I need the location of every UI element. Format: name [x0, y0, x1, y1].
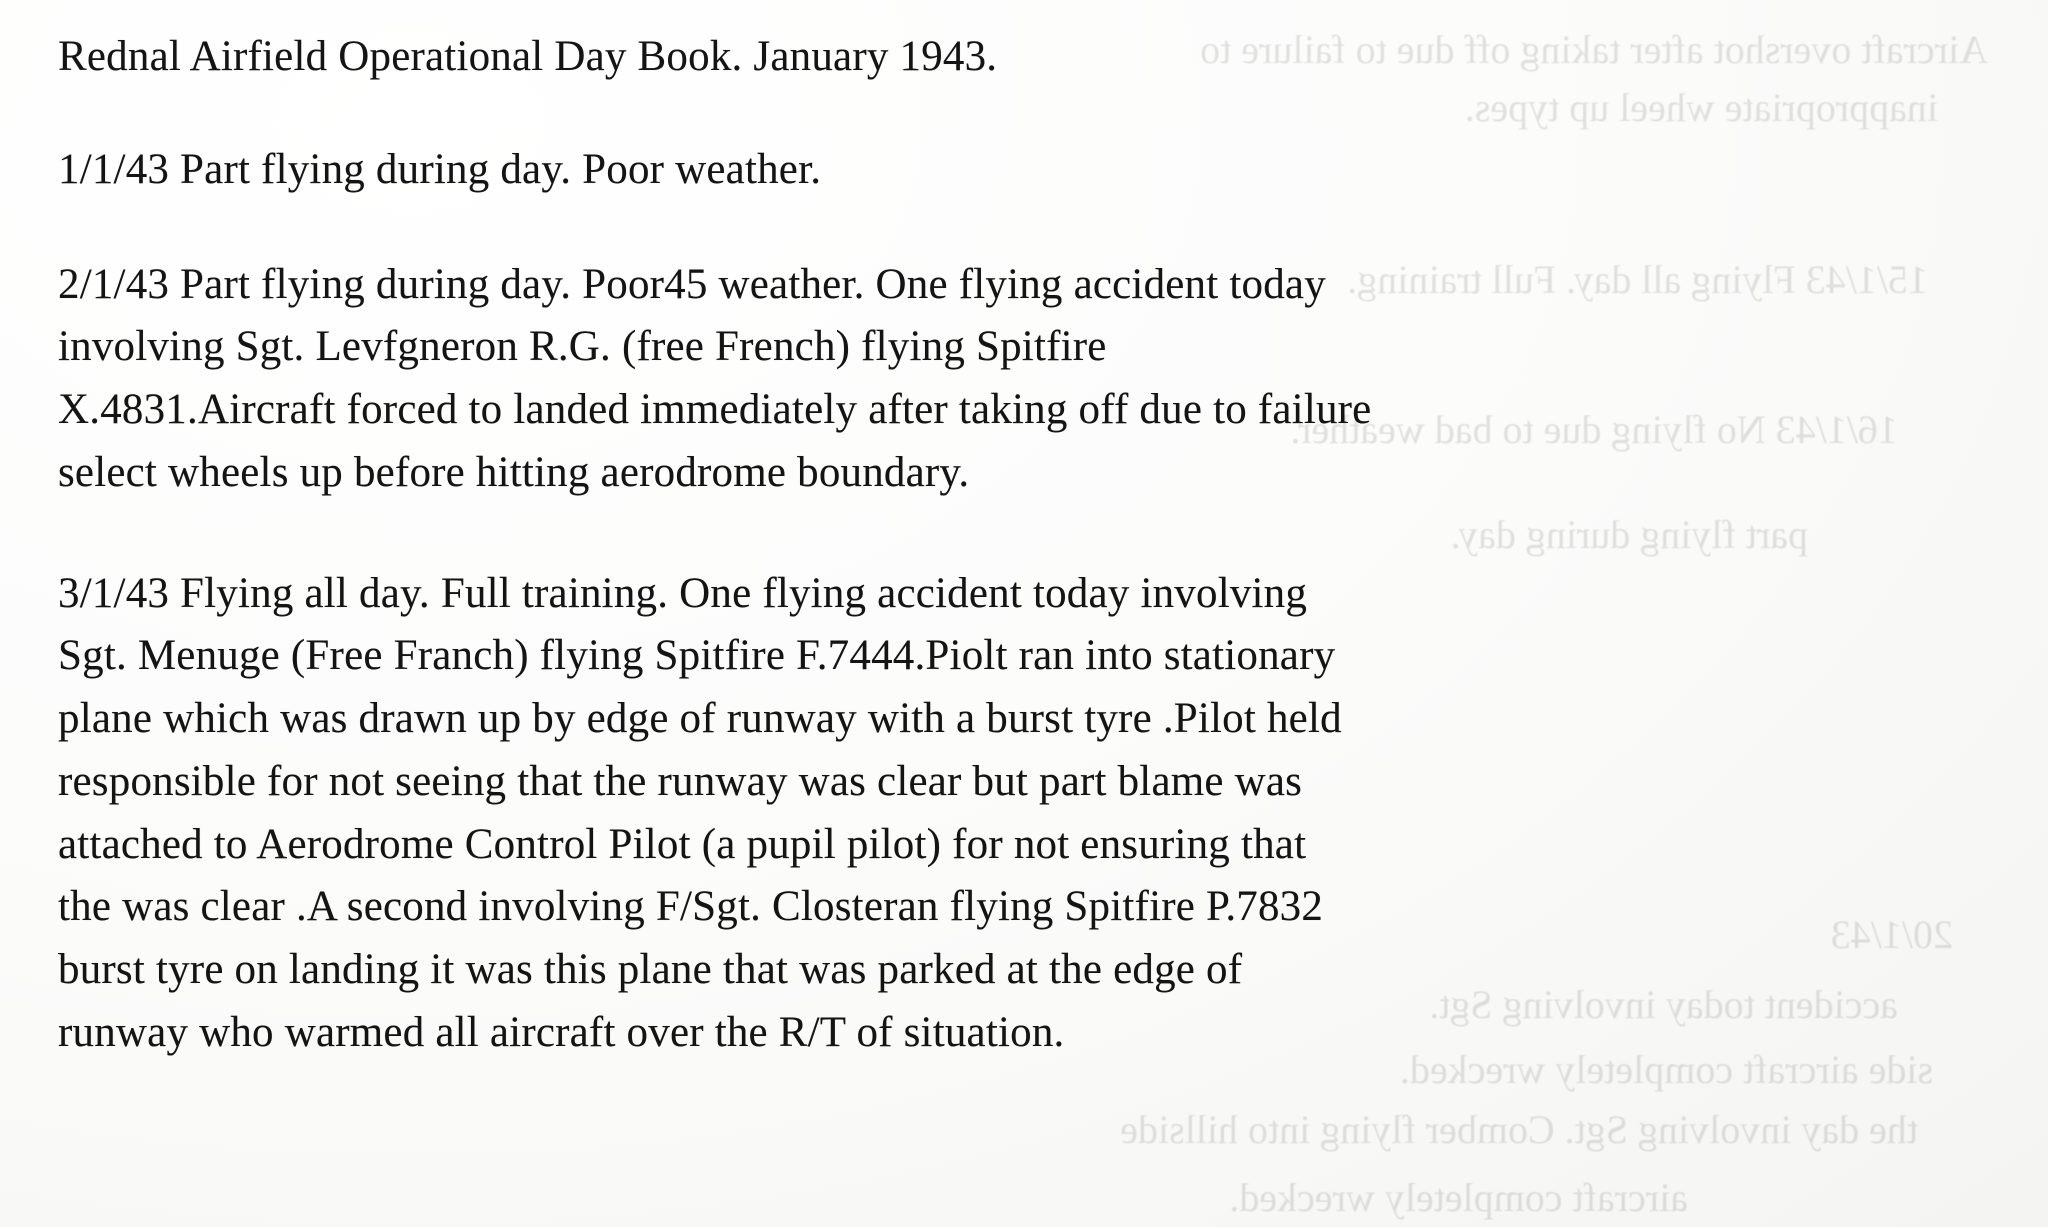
entry-line: runway who warmed all aircraft over the R/T of situation.: [58, 1008, 1065, 1056]
show-through-line: part flying during day.: [1450, 512, 1808, 557]
entry-line: plane which was drawn up by edge of runway with a burst tyre .Pilot held: [58, 695, 1342, 743]
show-through-line: the day involving Sgt. Comber flying into hillside: [1120, 1107, 1918, 1152]
show-through-line: side aircraft completely wrecked.: [1399, 1047, 1933, 1092]
document-title: Rednal Airfield Operational Day Book. January 1943.: [58, 33, 998, 80]
entry-line: select wheels up before hitting aerodrome boundary.: [58, 448, 970, 496]
show-through-line: aircraft completely wrecked.: [1229, 1175, 1688, 1220]
show-through-line: inappropriate wheel up types.: [1464, 85, 1938, 130]
entry-line: involving Sgt. Levfgneron R.G. (free French) flying Spitfire: [58, 323, 1107, 371]
entry-line: attached to Aerodrome Control Pilot (a pupil pilot) for not ensuring that: [58, 820, 1307, 868]
show-through-line: Aircraft overshot after taking off due to failure to: [1200, 27, 1988, 72]
entry-line: 2/1/43 Part flying during day. Poor45 weather. One flying accident today: [58, 260, 1326, 308]
entry-line: 3/1/43 Flying all day. Full training. One flying accident today involving: [58, 569, 1308, 617]
show-through-line: 20/1/43: [1830, 912, 1953, 957]
show-through-line: 15/1/43 Flying all day. Full training.: [1347, 257, 1928, 302]
log-entry-1943-01-03: [58, 563, 1958, 1065]
entry-line: 1/1/43 Part flying during day. Poor weather.: [58, 145, 822, 193]
log-entry-1943-01-01: [58, 139, 1958, 202]
show-through-line: accident today involving Sgt.: [1429, 982, 1898, 1027]
log-entry-1943-01-02: [58, 254, 1958, 505]
document-body: [58, 26, 1958, 1065]
show-through-line: 16/1/43 No flying due to bad weather.: [1290, 407, 1898, 452]
entry-line: burst tyre on landing it was this plane that was parked at the edge of: [58, 946, 1243, 994]
entry-line: X.4831.Aircraft forced to landed immediately after taking off due to failure: [58, 386, 1372, 434]
entry-line: responsible for not seeing that the runway was clear but part blame was: [58, 757, 1303, 805]
entry-line: the was clear .A second involving F/Sgt. Closteran flying Spitfire P.7832: [58, 883, 1324, 931]
entry-line: Sgt. Menuge (Free Franch) flying Spitfire F.7444.Piolt ran into stationary: [58, 632, 1336, 680]
